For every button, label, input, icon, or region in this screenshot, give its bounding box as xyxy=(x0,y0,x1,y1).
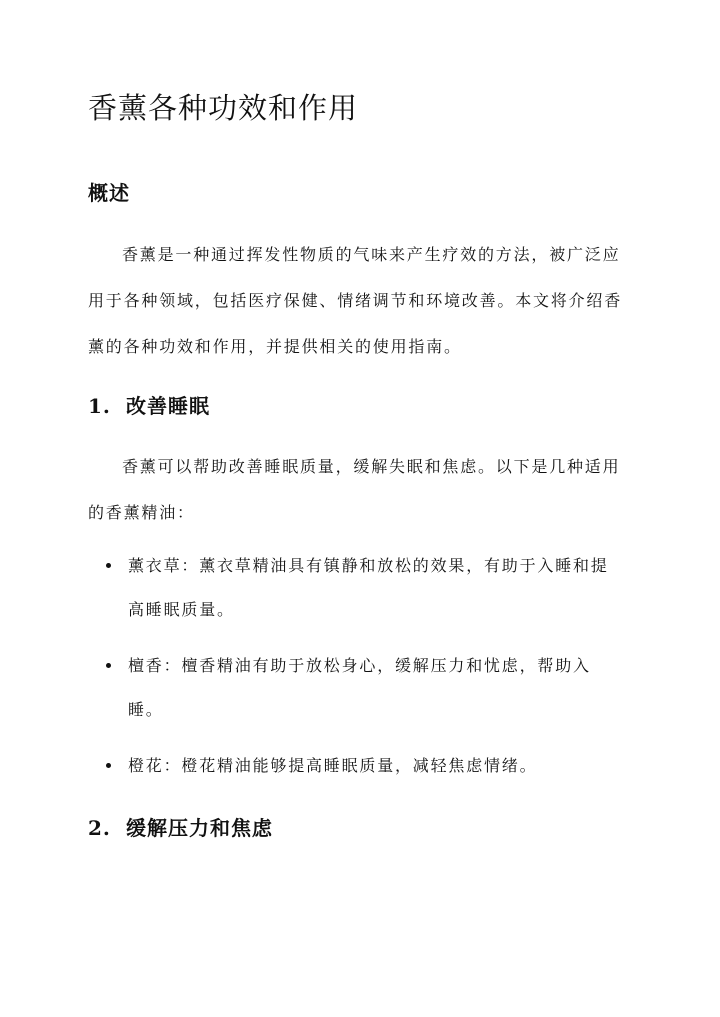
bullet-dot-icon xyxy=(106,663,111,668)
list-item xyxy=(106,644,626,732)
bullet-dot-icon xyxy=(106,763,111,768)
bullet-dot-icon xyxy=(106,563,111,568)
list-item-text: 檀香：檀香精油有助于放松身心，缓解压力和忧虑，帮助入睡。 xyxy=(128,656,591,719)
section-heading-stress xyxy=(88,812,273,841)
section-heading-text: 缓解压力和焦虑 xyxy=(126,816,273,840)
document-title: 香薰各种功效和作用 xyxy=(88,91,359,125)
list-item xyxy=(106,544,626,632)
section-heading-overview: 概述 xyxy=(88,181,130,205)
list-item-text: 薰衣草：薰衣草精油具有镇静和放松的效果，有助于入睡和提高睡眠质量。 xyxy=(128,556,609,619)
sleep-paragraph: 香薰可以帮助改善睡眠质量，缓解失眠和焦虑。以下是几种适用的香薰精油： xyxy=(88,457,621,522)
section-number: 2. xyxy=(88,816,111,840)
section-heading-text: 改善睡眠 xyxy=(126,394,210,418)
section-heading-sleep xyxy=(88,390,210,419)
list-item xyxy=(106,744,626,788)
list-item-text: 橙花：橙花精油能够提高睡眠质量，减轻焦虑情绪。 xyxy=(128,756,538,775)
overview-paragraph: 香薰是一种通过挥发性物质的气味来产生疗效的方法，被广泛应用于各种领域，包括医疗保健、情绪调节和环境改善。本文将介绍香薰的各种功效和作用，并提供相关的使用指南。 xyxy=(88,245,623,356)
section-number: 1. xyxy=(88,394,111,418)
